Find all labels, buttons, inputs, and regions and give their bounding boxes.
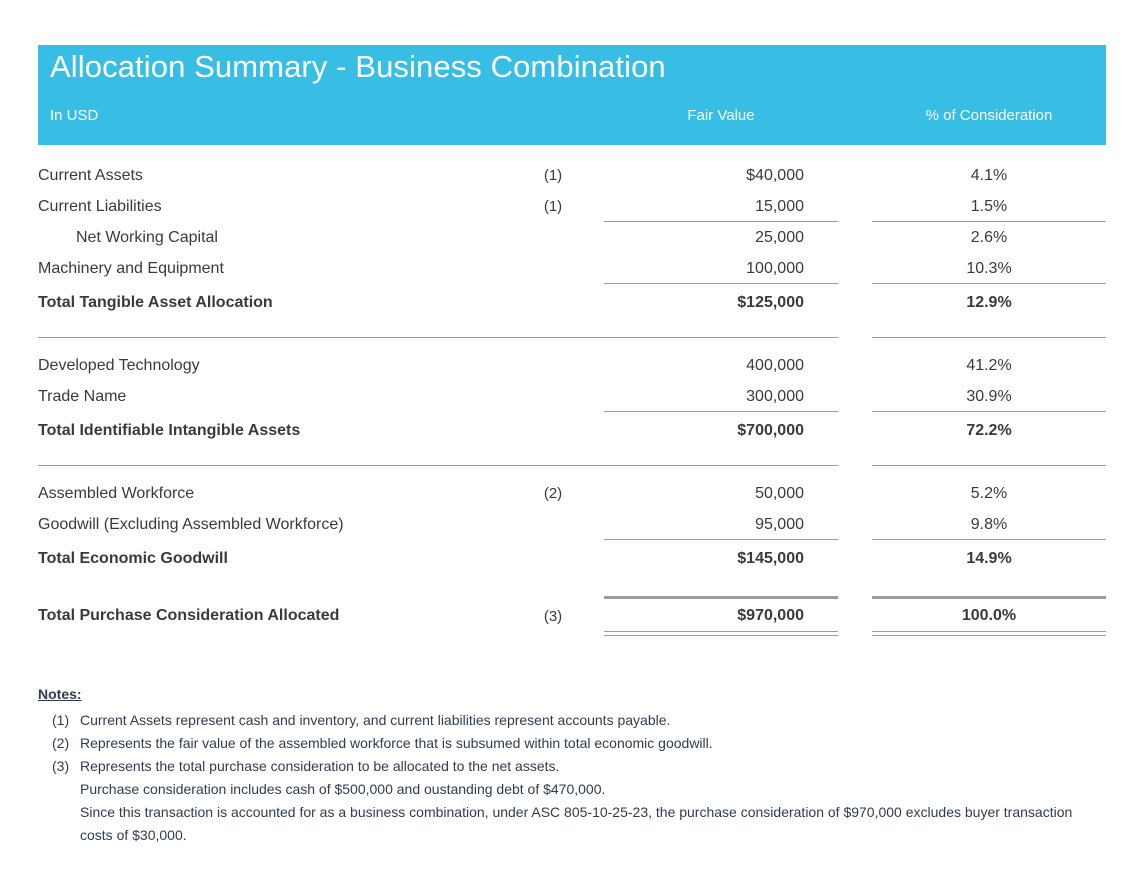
table-row	[38, 381, 1106, 412]
note-text: Represents the fair value of the assembled workforce that is subsumed within total economic goodwill.	[80, 735, 713, 751]
note-text: Represents the total purchase consideration to be allocated to the net assets.	[80, 758, 560, 774]
grandtotal-double-rule	[604, 631, 838, 632]
row-label: Trade Name	[38, 387, 127, 405]
row-fair-value: 50,000	[755, 484, 804, 502]
note-text: Current Assets represent cash and inventory, and current liabilities represent accounts payable.	[80, 712, 671, 728]
row-pct: 1.5%	[970, 197, 1008, 215]
row-pct: 12.9%	[966, 294, 1012, 311]
row-note-ref: (1)	[543, 198, 563, 215]
row-pct: 4.1%	[970, 166, 1008, 184]
row-pct: 100.0%	[961, 607, 1017, 624]
note-continuation: Since this transaction is accounted for as a business combination, under ASC 805-10-25-23, the purchase consideration of $970,000 excludes buyer transaction costs of $30,000.	[80, 804, 1073, 843]
column-header-row	[38, 101, 1106, 135]
row-fair-value: 400,000	[746, 356, 804, 374]
spacer	[38, 338, 1106, 350]
row-label: Assembled Workforce	[38, 484, 195, 502]
table-row-total	[38, 284, 1106, 322]
table-row	[38, 191, 1106, 222]
notes-section	[38, 686, 1106, 847]
table-row	[38, 350, 1106, 381]
row-fair-value: 300,000	[746, 387, 804, 405]
page-title: Allocation Summary - Business Combination	[50, 49, 666, 84]
column-header-pct-consideration: % of Consideration	[925, 107, 1053, 124]
spacer	[38, 578, 1106, 596]
note-item	[52, 732, 1106, 755]
row-label: Total Identifiable Intangible Assets	[38, 422, 301, 439]
unit-label: In USD	[50, 107, 99, 124]
row-note-ref: (2)	[543, 485, 563, 502]
spacer	[38, 466, 1106, 478]
row-note-ref: (1)	[543, 167, 563, 184]
row-label: Total Tangible Asset Allocation	[38, 294, 273, 311]
table-row-total	[38, 412, 1106, 450]
row-label: Current Assets	[38, 166, 143, 184]
row-label: Goodwill (Excluding Assembled Workforce)	[38, 515, 344, 533]
grandtotal-double-rule	[872, 635, 1106, 636]
row-fair-value: $700,000	[737, 422, 804, 439]
grandtotal-double-rule	[872, 631, 1106, 632]
section-rule	[872, 337, 1106, 338]
row-fair-value: 95,000	[755, 515, 804, 533]
row-label: Current Liabilities	[38, 197, 162, 215]
row-label: Net Working Capital	[76, 228, 218, 246]
row-pct: 2.6%	[970, 228, 1008, 246]
table-row	[38, 509, 1106, 540]
row-label: Machinery and Equipment	[38, 259, 224, 277]
table-row-total	[38, 540, 1106, 578]
table-row	[38, 253, 1106, 284]
row-label: Total Purchase Consideration Allocated	[38, 607, 340, 624]
section-divider	[38, 322, 1106, 338]
section-rule	[38, 465, 838, 466]
table-row	[38, 160, 1106, 191]
note-item	[52, 709, 1106, 732]
row-fair-value: 25,000	[755, 228, 804, 246]
row-pct: 41.2%	[966, 356, 1012, 374]
table-row	[38, 222, 1106, 253]
section-rule	[872, 465, 1106, 466]
table-header-band	[38, 45, 1106, 145]
grandtotal-double-rule	[604, 635, 838, 636]
row-fair-value: $40,000	[746, 166, 804, 184]
section-rule	[38, 337, 838, 338]
row-fair-value: 15,000	[755, 197, 804, 215]
table-row-grand-total	[38, 596, 1106, 636]
section-divider	[38, 450, 1106, 466]
note-continuation: Purchase consideration includes cash of $500,000 and oustanding debt of $470,000.	[80, 781, 606, 797]
notes-heading: Notes:	[38, 686, 82, 702]
column-header-fair-value: Fair Value	[687, 107, 755, 124]
table-row	[38, 478, 1106, 509]
allocation-table	[38, 160, 1106, 636]
row-pct: 14.9%	[966, 550, 1012, 567]
row-label: Developed Technology	[38, 356, 200, 374]
row-fair-value: 100,000	[746, 259, 804, 277]
row-pct: 9.8%	[970, 515, 1008, 533]
row-fair-value: $125,000	[737, 294, 804, 311]
note-marker: (2)	[52, 735, 70, 751]
row-pct: 72.2%	[966, 422, 1012, 439]
row-fair-value: $970,000	[737, 607, 804, 624]
row-note-ref: (3)	[543, 607, 563, 625]
row-pct: 10.3%	[966, 259, 1012, 277]
row-label: Total Economic Goodwill	[38, 550, 228, 567]
note-item	[52, 755, 1106, 778]
note-marker: (1)	[52, 712, 70, 728]
row-pct: 5.2%	[970, 484, 1008, 502]
row-pct: 30.9%	[966, 387, 1012, 405]
row-fair-value: $145,000	[737, 550, 804, 567]
note-marker: (3)	[52, 758, 70, 774]
